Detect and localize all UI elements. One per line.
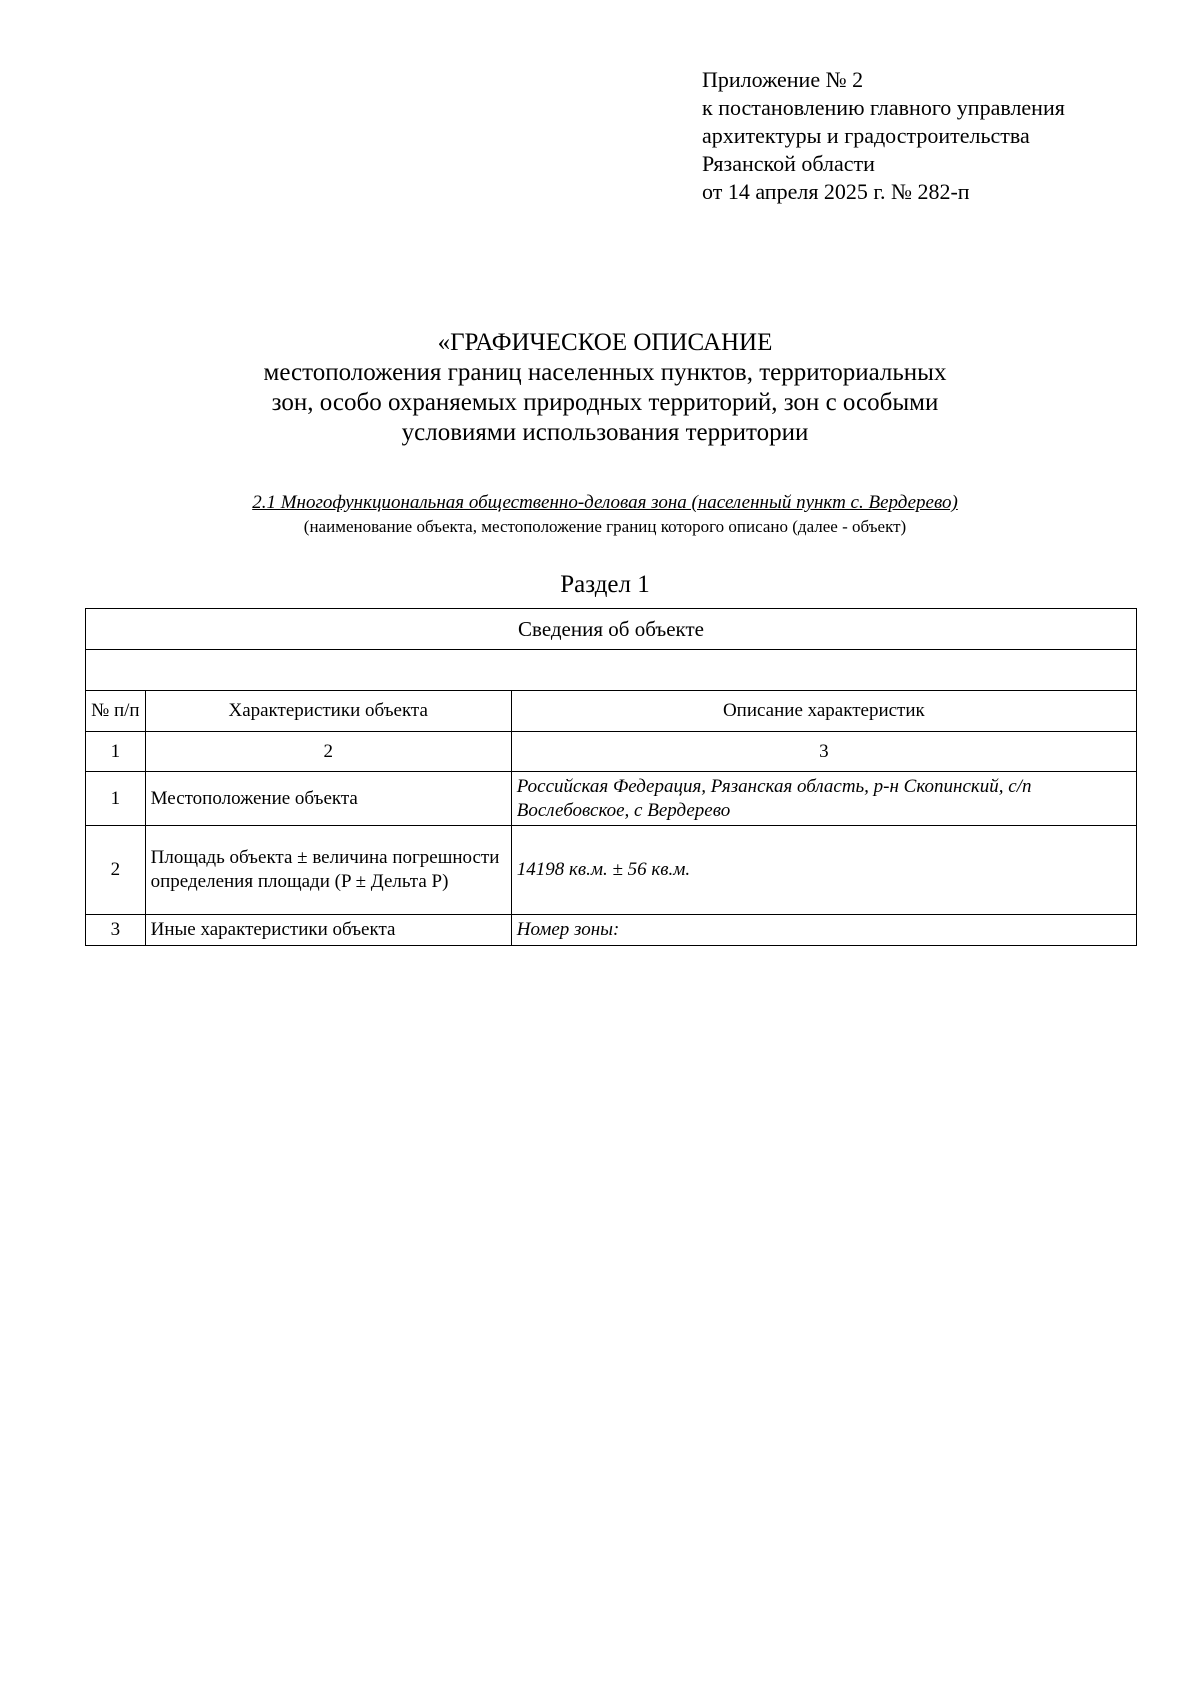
table-empty-row [86, 650, 1137, 691]
column-number-2: 2 [145, 732, 511, 772]
table-column-number-row [86, 732, 1137, 772]
row-num: 1 [86, 772, 146, 826]
table-column-header-row [86, 691, 1137, 732]
row-num: 2 [86, 826, 146, 915]
table-row [86, 915, 1137, 946]
object-info-table [85, 608, 1137, 946]
appendix-line-2: к постановлению главного управления [702, 95, 1065, 120]
column-header-characteristic: Характеристики объекта [145, 691, 511, 732]
row-characteristic: Площадь объекта ± величина погрешности определения площади (P ± Дельта P) [145, 826, 511, 915]
row-description: 14198 кв.м. ± 56 кв.м. [511, 826, 1136, 915]
title-line-2: местоположения границ населенных пунктов, территориальных [263, 359, 947, 386]
row-characteristic: Иные характеристики объекта [145, 915, 511, 946]
row-num: 3 [86, 915, 146, 946]
section-title: Раздел 1 [560, 571, 650, 598]
appendix-line-4: Рязанской области [702, 151, 875, 176]
row-description: Российская Федерация, Рязанская область, р-н Скопинский, с/п Вослебовское, с Вердерево [511, 772, 1136, 826]
column-number-3: 3 [511, 732, 1136, 772]
table-empty-cell [86, 650, 1137, 691]
row-characteristic: Местоположение объекта [145, 772, 511, 826]
document-title [150, 328, 1060, 448]
appendix-line-1: Приложение № 2 [702, 67, 864, 92]
column-number-1: 1 [86, 732, 146, 772]
title-line-3: зон, особо охраняемых природных территорий, зон с особыми [271, 389, 939, 416]
table-header: Сведения об объекте [86, 609, 1137, 650]
column-header-num: № п/п [86, 691, 146, 732]
object-name: 2.1 Многофункциональная общественно-деловая зона (населенный пункт с. Вердерево) [252, 492, 958, 513]
table-header-row [86, 609, 1137, 650]
object-caption: (наименование объекта, местоположение границ которого описано (далее - объект) [303, 517, 907, 536]
table-row [86, 772, 1137, 826]
title-line-1: «ГРАФИЧЕСКОЕ ОПИСАНИЕ [437, 329, 773, 356]
column-header-description: Описание характеристик [511, 691, 1136, 732]
row-description: Номер зоны: [511, 915, 1136, 946]
appendix-line-5: от 14 апреля 2025 г. № 282-п [702, 179, 970, 204]
appendix-line-3: архитектуры и градостроительства [702, 123, 1030, 148]
table-row [86, 826, 1137, 915]
appendix-block [702, 66, 1065, 206]
title-line-4: условиями использования территории [401, 419, 809, 446]
